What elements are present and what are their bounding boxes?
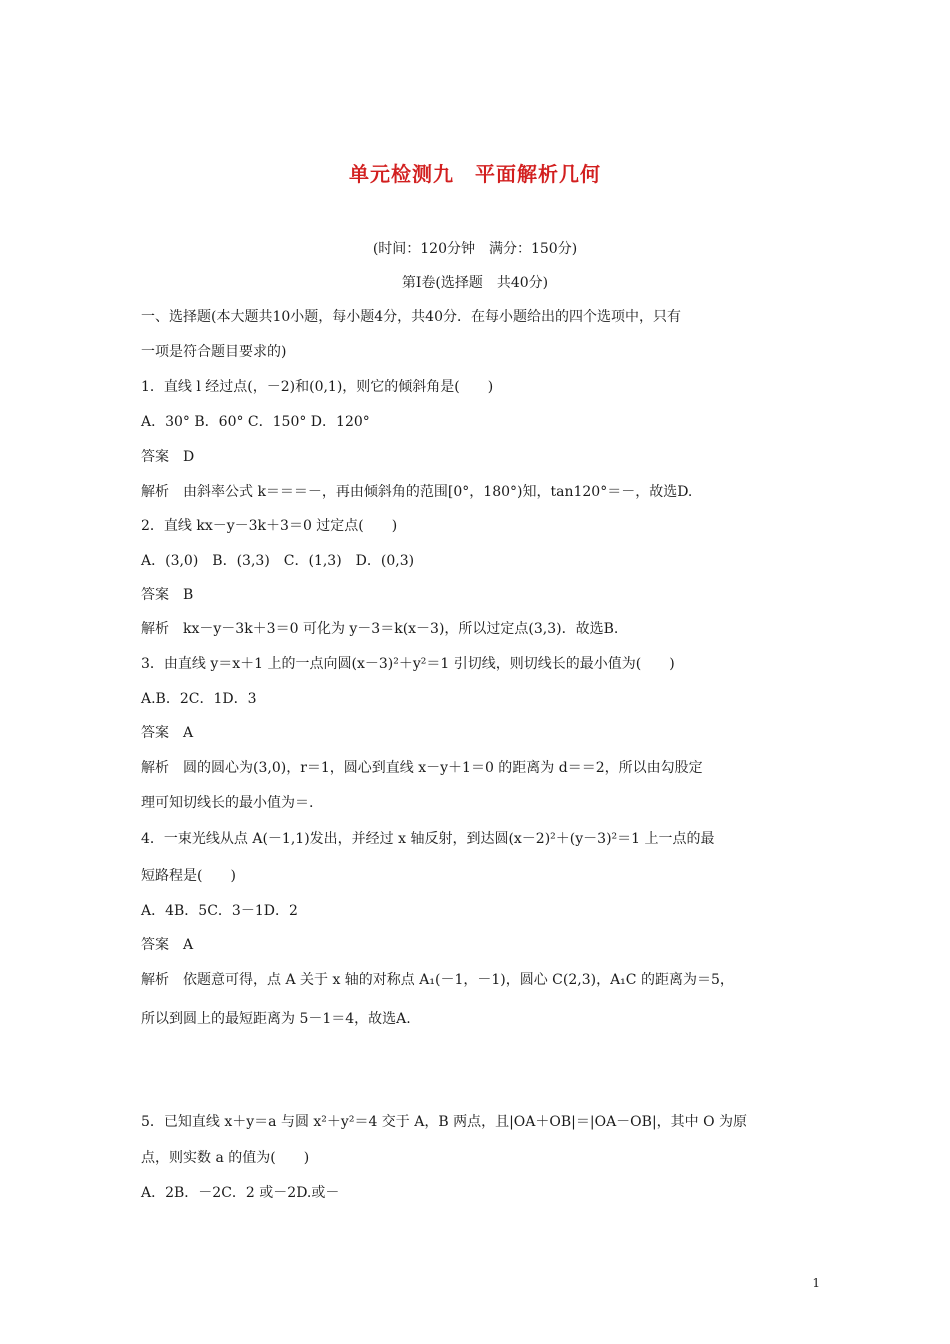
options-4: A．4B．5C．3－1D．2 bbox=[141, 903, 298, 919]
text-line: 一、选择题(本大题共10小题，每小题4分，共40分．在每小题给出的四个选项中，只有 bbox=[141, 309, 681, 325]
analysis-2: 解析 kx－y－3k＋3＝0 可化为 y－3＝k(x－3)，所以过定点(3,3)．故选B. bbox=[141, 621, 619, 637]
page-number: 1 bbox=[812, 1276, 820, 1290]
answer-1: 答案 D bbox=[141, 449, 195, 465]
volume-heading: 第Ⅰ卷(选择题 共40分) bbox=[401, 275, 549, 291]
question-5-cont: 点，则实数 a 的值为( ) bbox=[141, 1150, 310, 1166]
analysis-4-cont: 所以到圆上的最短距离为 5－1＝4，故选A. bbox=[141, 1011, 411, 1027]
options-5: A．2B．－2C．2 或－2D.或－ bbox=[141, 1185, 340, 1201]
question-5: 5．已知直线 x＋y＝a 与圆 x²＋y²＝4 交于 A，B 两点，且|OA＋OB|＝|OA－OB|，其中 O 为原 bbox=[141, 1114, 748, 1130]
options-3: A.B．2C．1D．3 bbox=[141, 691, 257, 707]
question-2: 2．直线 kx－y－3k＋3＝0 过定点( ) bbox=[141, 518, 398, 534]
options-1: A．30° B．60° C．150° D．120° bbox=[141, 414, 370, 430]
question-1: 1．直线 l 经过点(，－2)和(0,1)，则它的倾斜角是( ) bbox=[141, 379, 494, 395]
analysis-1: 解析 由斜率公式 k＝＝＝－，再由倾斜角的范围[0°，180°)知，tan120°＝－，故选D. bbox=[141, 484, 693, 500]
analysis-3-cont: 理可知切线长的最小值为＝. bbox=[141, 795, 314, 811]
analysis-4: 解析 依题意可得，点 A 关于 x 轴的对称点 A₁(－1，－1)，圆心 C(2,3)，A₁C 的距离为＝5， bbox=[141, 972, 734, 988]
answer-4: 答案 A bbox=[141, 937, 194, 953]
question-3: 3．由直线 y＝x＋1 上的一点向圆(x－3)²＋y²＝1 引切线，则切线长的最小值为( ) bbox=[141, 656, 675, 672]
text-line: 一项是符合题目要求的) bbox=[141, 344, 287, 360]
analysis-3: 解析 圆的圆心为(3,0)，r＝1，圆心到直线 x－y＋1＝0 的距离为 d＝＝2，所以由勾股定 bbox=[141, 760, 703, 776]
time-info: (时间：120分钟 满分：150分) bbox=[372, 241, 578, 257]
answer-3: 答案 A bbox=[141, 725, 194, 741]
options-2: A．(3,0) B．(3,3) C．(1,3) D．(0,3) bbox=[141, 553, 415, 569]
question-4-cont: 短路程是( ) bbox=[141, 868, 236, 884]
answer-2: 答案 B bbox=[141, 587, 194, 603]
page-title: 单元检测九 平面解析几何 bbox=[349, 162, 601, 186]
question-4: 4．一束光线从点 A(－1,1)发出，并经过 x 轴反射，到达圆(x－2)²＋(y－3)²＝1 上一点的最 bbox=[141, 831, 715, 847]
